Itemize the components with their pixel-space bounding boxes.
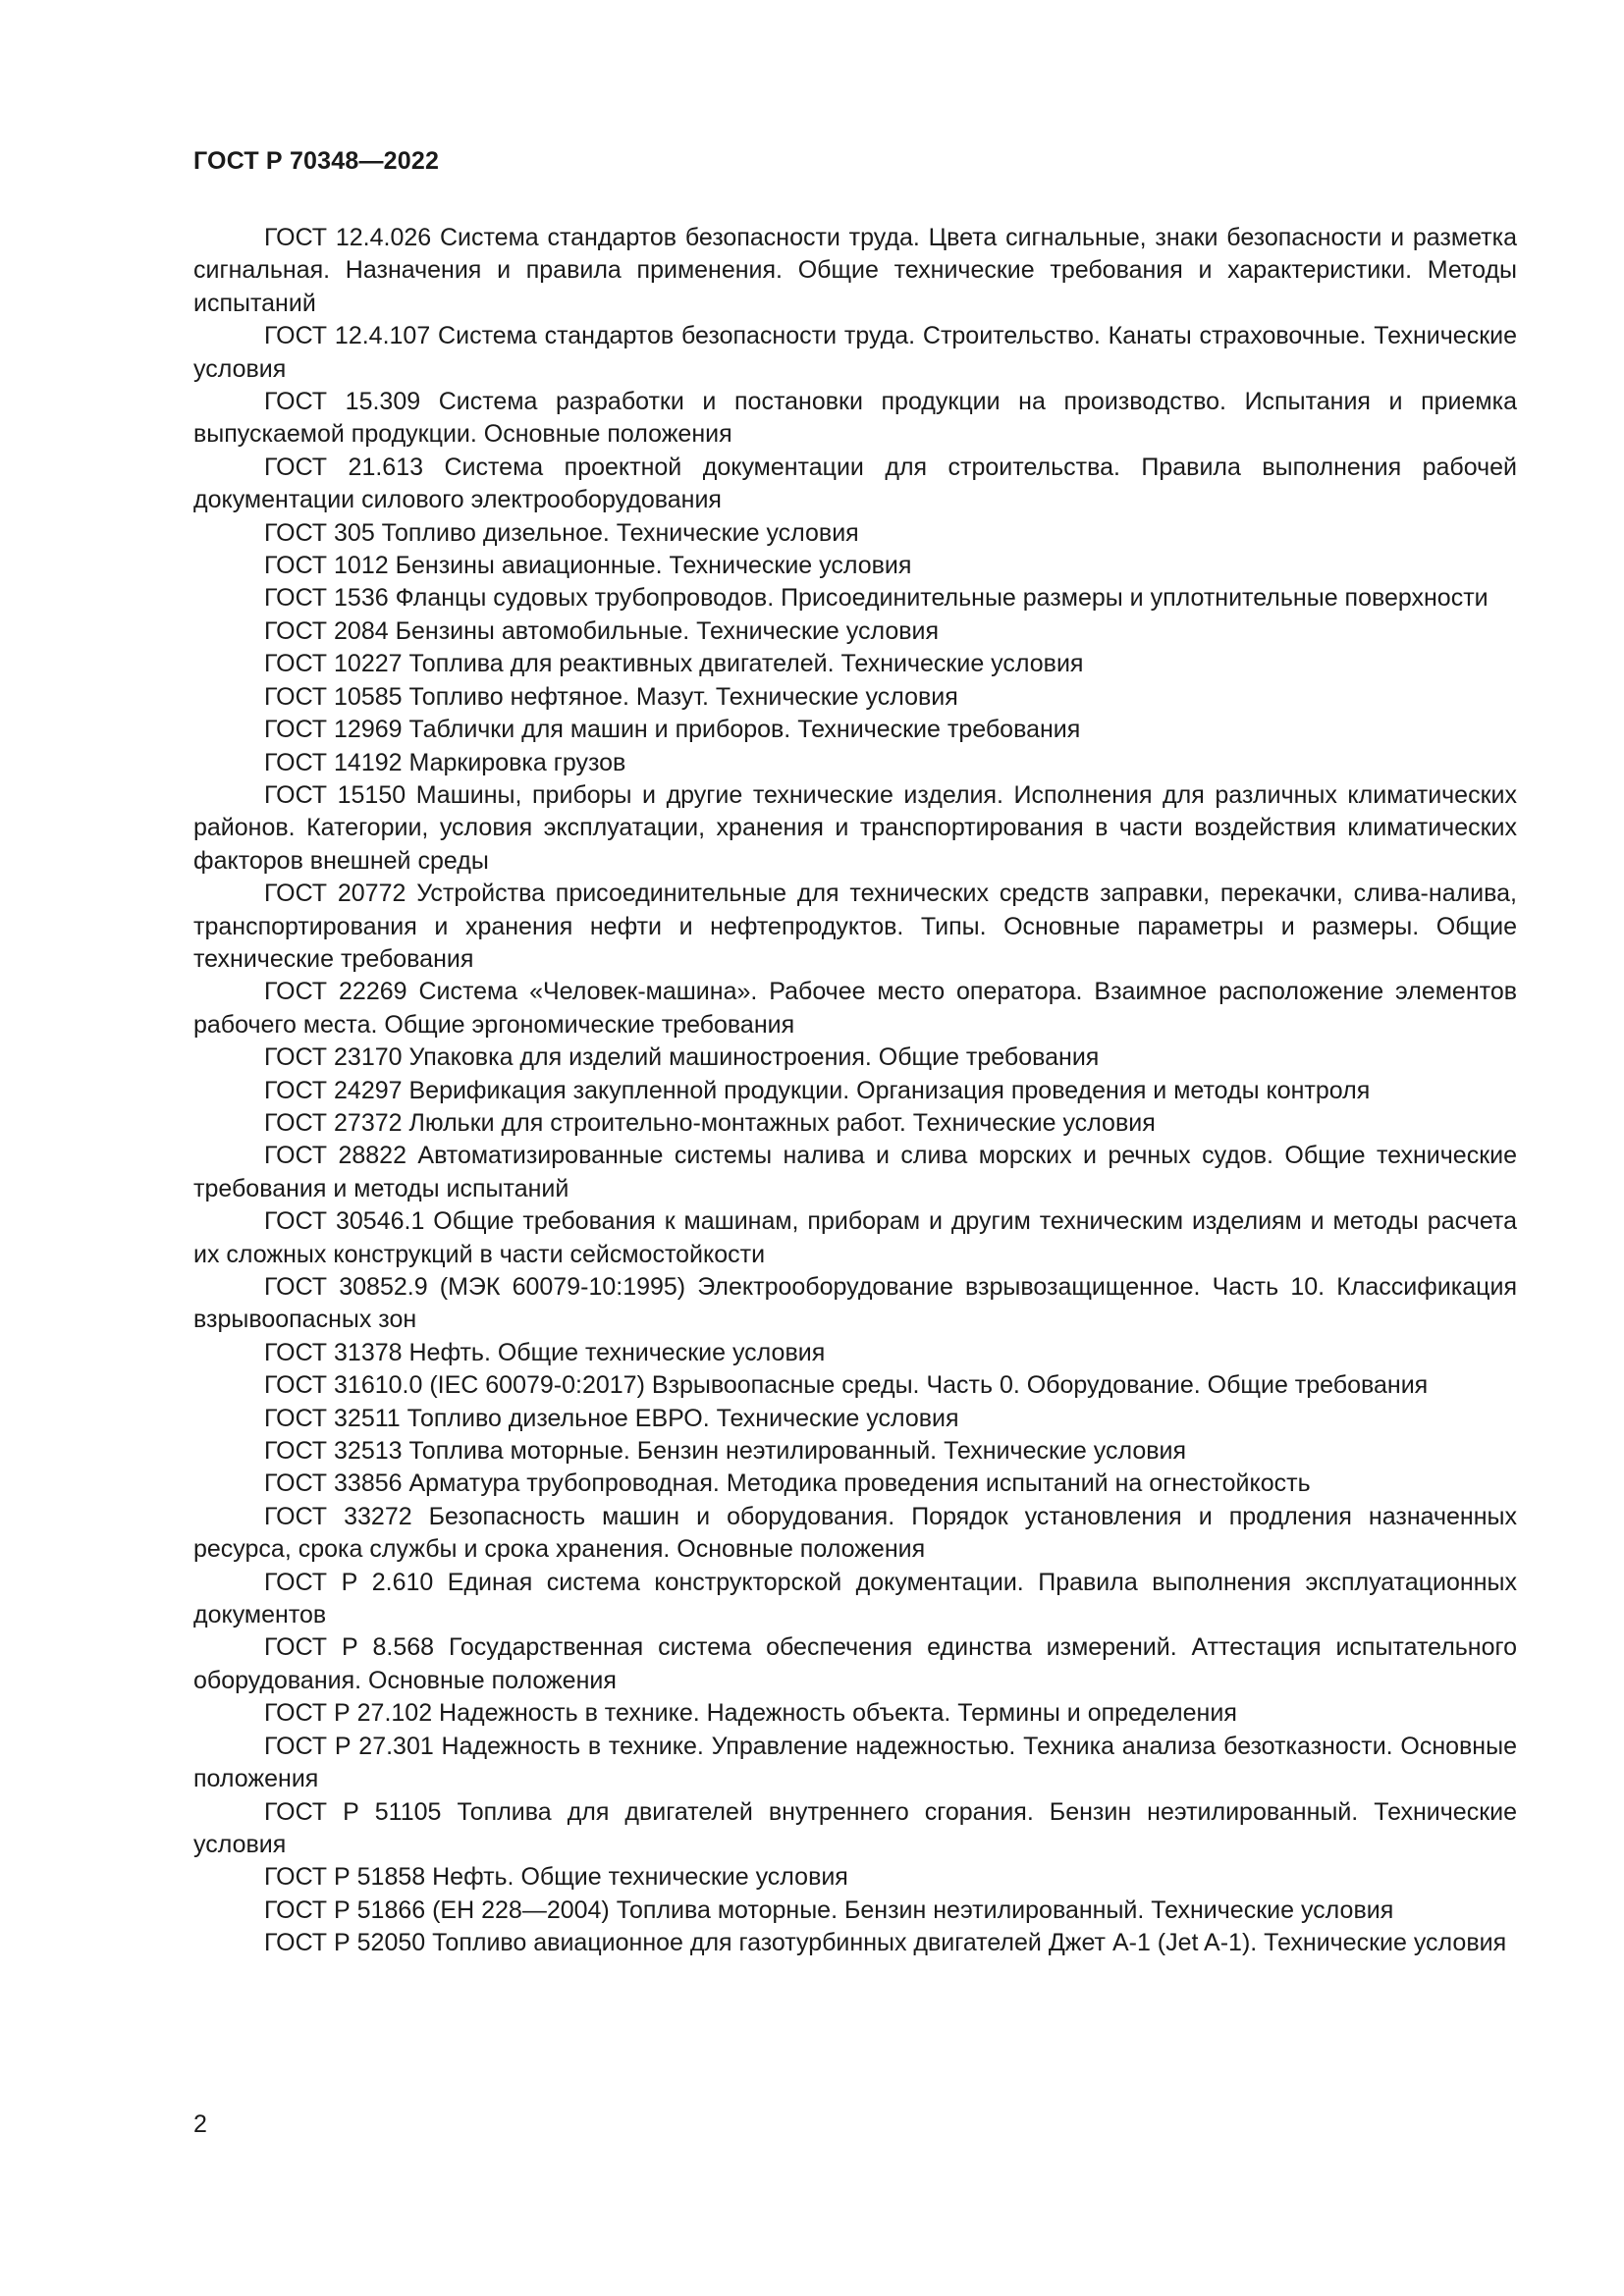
reference-entry: ГОСТ 15.309 Система разработки и постановки продукции на производство. Испытания и приемка выпускаемой продукции. Основные положения bbox=[193, 388, 1517, 449]
reference-entry: ГОСТ 30852.9 (МЭК 60079-10:1995) Электрооборудование взрывозащищенное. Часть 10. Классификация взрывоопасных зон bbox=[193, 1273, 1517, 1334]
reference-entry: ГОСТ 32513 Топлива моторные. Бензин неэтилированный. Технические условия bbox=[264, 1437, 1187, 1466]
reference-entry: ГОСТ Р 27.301 Надежность в технике. Управление надежностью. Техника анализа безотказности. Основные положения bbox=[193, 1732, 1517, 1793]
reference-entry: ГОСТ 33272 Безопасность машин и оборудования. Порядок установления и продления назначенных ресурса, срока службы и срока хранения. Основные положения bbox=[193, 1502, 1517, 1564]
reference-entry: ГОСТ 31610.0 (IEC 60079-0:2017) Взрывоопасные среды. Часть 0. Оборудование. Общие требования bbox=[264, 1371, 1429, 1400]
document-header: ГОСТ Р 70348—2022 bbox=[193, 147, 440, 175]
reference-entry: ГОСТ 21.613 Система проектной документации для строительства. Правила выполнения рабочей документации силового электрооборудования bbox=[193, 453, 1517, 514]
reference-entry: ГОСТ 10585 Топливо нефтяное. Мазут. Технические условия bbox=[264, 682, 958, 711]
reference-entry: ГОСТ 15150 Машины, приборы и другие технические изделия. Исполнения для различных климатических районов. Категории, условия эксплуатации, хранения и транспортирования в части воздействия климатических факторов внешней среды bbox=[193, 780, 1517, 875]
reference-entry: ГОСТ Р 8.568 Государственная система обеспечения единства измерений. Аттестация испытательного оборудования. Основные положения bbox=[193, 1633, 1517, 1694]
reference-entry: ГОСТ 12969 Таблички для машин и приборов. Технические требования bbox=[264, 716, 1081, 744]
reference-entry: ГОСТ 28822 Автоматизированные системы налива и слива морских и речных судов. Общие технические требования и методы испытаний bbox=[193, 1142, 1517, 1202]
reference-list bbox=[193, 222, 1517, 1960]
reference-entry: ГОСТ 33856 Арматура трубопроводная. Методика проведения испытаний на огнестойкость bbox=[264, 1469, 1311, 1498]
reference-entry: ГОСТ 22269 Система «Человек-машина». Рабочее место оператора. Взаимное расположение элементов рабочего места. Общие эргономические требования bbox=[193, 978, 1517, 1039]
reference-entry: ГОСТ Р 51858 Нефть. Общие технические условия bbox=[264, 1863, 848, 1892]
reference-entry: ГОСТ 31378 Нефть. Общие технические условия bbox=[264, 1338, 826, 1366]
reference-entry: ГОСТ 24297 Верификация закупленной продукции. Организация проведения и методы контроля bbox=[264, 1076, 1371, 1104]
reference-entry: ГОСТ 32511 Топливо дизельное ЕВРО. Технические условия bbox=[264, 1404, 959, 1432]
reference-entry: ГОСТ 12.4.107 Система стандартов безопасности труда. Строительство. Канаты страховочные. Технические условия bbox=[193, 322, 1517, 383]
reference-entry: ГОСТ 1012 Бензины авиационные. Технические условия bbox=[264, 552, 912, 580]
reference-entry: ГОСТ Р 52050 Топливо авиационное для газотурбинных двигателей Джет А-1 (Jet A-1). Технические условия bbox=[264, 1929, 1507, 1957]
reference-entry: ГОСТ Р 2.610 Единая система конструкторской документации. Правила выполнения эксплуатационных документов bbox=[193, 1568, 1517, 1629]
reference-entry: ГОСТ 20772 Устройства присоединительные для технических средств заправки, перекачки, слива-налива, транспортирования и хранения нефти и нефтепродуктов. Типы. Основные параметры и размеры. Общие технические требования bbox=[193, 880, 1517, 973]
page-number: 2 bbox=[193, 2110, 207, 2138]
reference-entry: ГОСТ 14192 Маркировка грузов bbox=[264, 748, 626, 776]
reference-entry: ГОСТ Р 27.102 Надежность в технике. Надежность объекта. Термины и определения bbox=[264, 1699, 1237, 1728]
reference-entry: ГОСТ 305 Топливо дизельное. Технические условия bbox=[264, 518, 859, 547]
reference-entry: ГОСТ 1536 Фланцы судовых трубопроводов. Присоединительные размеры и уплотнительные поверхности bbox=[264, 584, 1489, 613]
reference-entry: ГОСТ Р 51866 (ЕН 228—2004) Топлива моторные. Бензин неэтилированный. Технические условия bbox=[264, 1896, 1394, 1924]
reference-entry: ГОСТ 23170 Упаковка для изделий машиностроения. Общие требования bbox=[264, 1043, 1100, 1072]
reference-entry: ГОСТ 2084 Бензины автомобильные. Технические условия bbox=[264, 616, 940, 645]
reference-entry: ГОСТ Р 51105 Топлива для двигателей внутреннего сгорания. Бензин неэтилированный. Технические условия bbox=[193, 1797, 1517, 1858]
reference-entry: ГОСТ 30546.1 Общие требования к машинам, приборам и другим техническим изделиям и методы расчета их сложных конструкций в части сейсмостойкости bbox=[193, 1207, 1517, 1268]
reference-entry: ГОСТ 27372 Люльки для строительно-монтажных работ. Технические условия bbox=[264, 1108, 1156, 1137]
reference-entry: ГОСТ 10227 Топлива для реактивных двигателей. Технические условия bbox=[264, 650, 1084, 678]
reference-entry: ГОСТ 12.4.026 Система стандартов безопасности труда. Цвета сигнальные, знаки безопасности и разметка сигнальная. Назначения и правила применения. Общие технические требования и характеристики. Методы испытаний bbox=[193, 224, 1517, 317]
